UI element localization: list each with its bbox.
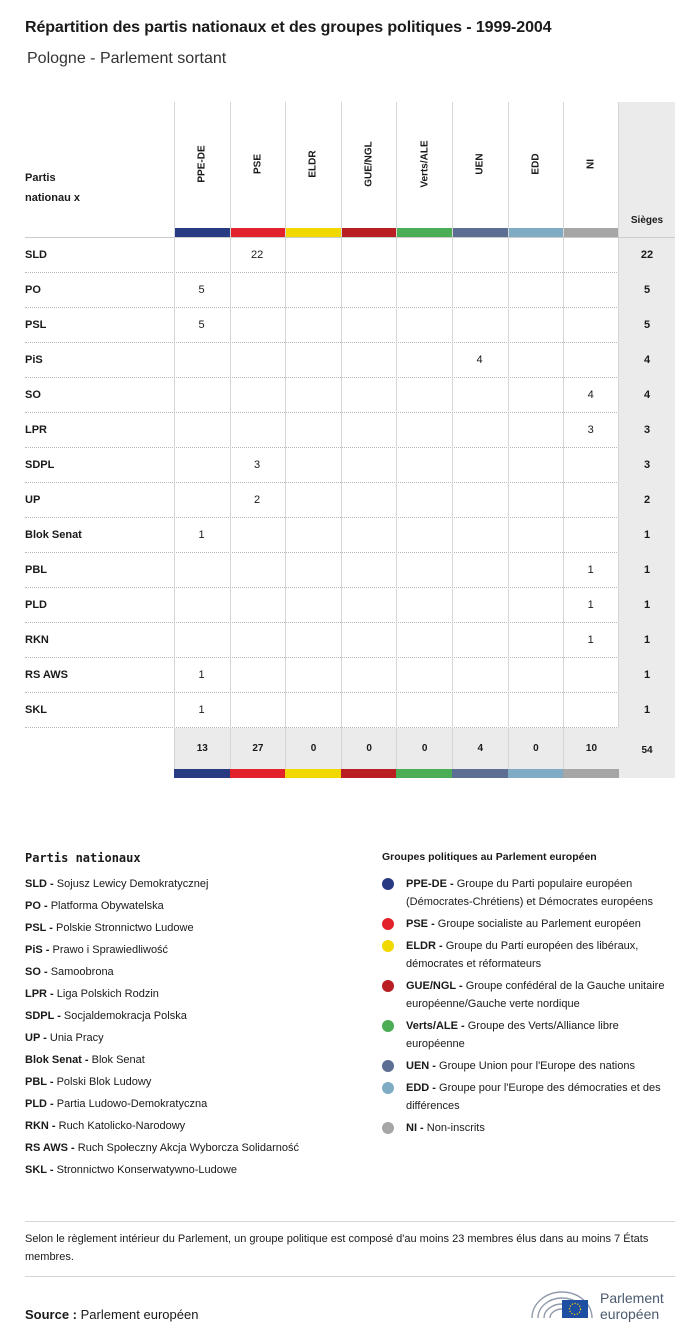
seat-count-cell: 3 xyxy=(587,424,594,436)
party-legend-item xyxy=(25,917,365,939)
seat-count-cell xyxy=(174,623,229,658)
seats-header-label: Sièges xyxy=(630,215,664,226)
seat-count-cell xyxy=(174,588,229,623)
group-color-bar xyxy=(563,769,619,778)
table-row xyxy=(25,343,675,378)
seat-count-cell xyxy=(508,518,563,553)
group-abbr: PPE-DE - xyxy=(406,878,454,890)
party-abbr: SLD - xyxy=(25,878,54,890)
seat-count-cell xyxy=(341,588,396,623)
group-column-header xyxy=(396,102,452,237)
party-abbr: Blok Senat - xyxy=(25,1054,89,1066)
group-abbr: EDD - xyxy=(406,1082,436,1094)
row-total-seats: 2 xyxy=(643,494,651,506)
seat-count-cell xyxy=(452,483,507,518)
party-legend-item xyxy=(25,1049,365,1071)
seat-count-cell xyxy=(230,623,285,658)
national-parties-heading: Partis nationaux xyxy=(25,851,141,865)
seat-count-cell xyxy=(452,658,507,693)
group-column-header xyxy=(230,102,286,237)
party-abbr: LPR - xyxy=(25,988,54,1000)
seat-count-cell xyxy=(508,483,563,518)
party-column-header: Partis nationau x xyxy=(25,172,81,204)
seat-count-cell xyxy=(285,553,340,588)
party-legend-item xyxy=(25,1159,365,1181)
party-abbr: PiS - xyxy=(25,944,50,956)
group-color-dot-icon xyxy=(382,1020,394,1032)
group-color-bar xyxy=(286,228,341,237)
seat-count-cell xyxy=(230,413,285,448)
seat-count-cell xyxy=(452,553,507,588)
party-name: LPR xyxy=(25,424,47,436)
group-header-label: Verts/ALE xyxy=(419,140,431,188)
group-total-cell: 0 xyxy=(285,728,341,769)
group-header-label: PPE-DE xyxy=(196,145,208,183)
table-row xyxy=(25,238,675,273)
seat-count-cell xyxy=(341,553,396,588)
table-body xyxy=(25,238,675,728)
seat-count-cell xyxy=(452,273,507,308)
party-full-name: Ruch Katolicko-Narodowy xyxy=(58,1120,186,1132)
seat-count-cell xyxy=(452,518,507,553)
group-abbr: PSE - xyxy=(406,918,435,930)
party-legend-item xyxy=(25,895,365,917)
party-full-name: Stronnictwo Konserwatywno-Ludowe xyxy=(56,1164,237,1176)
seat-count-cell xyxy=(341,693,396,728)
seat-count-cell xyxy=(452,693,507,728)
seat-count-cell xyxy=(285,378,340,413)
party-full-name: Polski Blok Ludowy xyxy=(56,1076,152,1088)
row-total-seats: 5 xyxy=(643,284,651,296)
group-column-header xyxy=(285,102,341,237)
seat-count-cell xyxy=(285,693,340,728)
row-total-seats: 1 xyxy=(643,529,651,541)
seat-count-cell xyxy=(508,308,563,343)
party-name: PBL xyxy=(25,564,47,576)
group-header-label: ELDR xyxy=(307,150,319,178)
party-legend-item xyxy=(25,1027,365,1049)
seat-count-cell xyxy=(174,448,229,483)
group-total-cell: 4 xyxy=(452,728,508,769)
row-total-seats: 4 xyxy=(643,389,651,401)
seat-count-cell xyxy=(285,483,340,518)
seat-count-cell xyxy=(508,413,563,448)
hemicycle-icon xyxy=(528,1284,596,1324)
row-total-seats: 3 xyxy=(643,459,651,471)
totals-row xyxy=(25,728,675,778)
group-full-name: Non-inscrits xyxy=(426,1122,485,1134)
group-legend-item xyxy=(382,1119,675,1137)
party-legend-item xyxy=(25,961,365,983)
logo-wordmark: Parlement européen xyxy=(600,1290,664,1322)
party-abbr: SO - xyxy=(25,966,48,978)
table-row xyxy=(25,588,675,623)
seat-count-cell xyxy=(341,413,396,448)
party-full-name: Polskie Stronnictwo Ludowe xyxy=(55,922,194,934)
party-full-name: Liga Polskich Rodzin xyxy=(56,988,159,1000)
seat-count-cell xyxy=(563,273,618,308)
party-name: PSL xyxy=(25,319,47,331)
party-full-name: Platforma Obywatelska xyxy=(50,900,164,912)
group-full-name: Groupe du Parti européen des libéraux, démocrates et réformateurs xyxy=(406,940,639,970)
seat-count-cell xyxy=(396,693,451,728)
seat-count-cell: 5 xyxy=(198,319,205,331)
seat-count-cell xyxy=(341,378,396,413)
group-header-label: UEN xyxy=(474,153,486,175)
party-name: PLD xyxy=(25,599,47,611)
party-legend-item xyxy=(25,873,365,895)
group-full-name: Groupe du Parti populaire européen (Démocrates-Chrétiens) et Démocrates européens xyxy=(406,878,653,908)
seat-count-cell xyxy=(396,483,451,518)
group-full-name: Groupe Union pour l'Europe des nations xyxy=(439,1060,635,1072)
party-abbr: PLD - xyxy=(25,1098,54,1110)
group-color-bar xyxy=(509,228,564,237)
group-legend-item xyxy=(382,977,675,1013)
row-total-seats: 1 xyxy=(643,669,651,681)
row-total-seats: 4 xyxy=(643,354,651,366)
seat-count-cell xyxy=(341,658,396,693)
party-full-name: Blok Senat xyxy=(91,1054,145,1066)
seat-count-cell xyxy=(285,273,340,308)
table-row xyxy=(25,308,675,343)
party-legend-item xyxy=(25,983,365,1005)
seat-count-cell xyxy=(341,623,396,658)
seat-count-cell: 5 xyxy=(198,284,205,296)
seat-count-cell xyxy=(396,378,451,413)
seat-count-cell xyxy=(563,343,618,378)
party-full-name: Partia Ludowo-Demokratyczna xyxy=(56,1098,208,1110)
row-total-seats: 3 xyxy=(643,424,651,436)
party-legend-item xyxy=(25,1005,365,1027)
seat-count-cell xyxy=(341,343,396,378)
seat-count-cell xyxy=(174,483,229,518)
seat-count-cell xyxy=(285,343,340,378)
party-legend-item xyxy=(25,1093,365,1115)
group-legend-item xyxy=(382,1017,675,1053)
seat-count-cell xyxy=(341,448,396,483)
groups-legend xyxy=(382,851,675,1141)
seat-count-cell xyxy=(285,308,340,343)
group-column-header xyxy=(341,102,397,237)
seat-count-cell xyxy=(508,378,563,413)
seat-count-cell xyxy=(396,588,451,623)
seat-count-cell xyxy=(563,483,618,518)
seat-count-cell xyxy=(396,273,451,308)
seat-count-cell xyxy=(452,448,507,483)
group-color-dot-icon xyxy=(382,918,394,930)
seat-count-cell xyxy=(452,238,507,273)
group-abbr: Verts/ALE - xyxy=(406,1020,465,1032)
group-color-dot-icon xyxy=(382,1122,394,1134)
seat-count-cell: 1 xyxy=(198,704,205,716)
source-line xyxy=(25,1307,198,1322)
group-abbr: ELDR - xyxy=(406,940,443,952)
party-name: PiS xyxy=(25,354,43,366)
footnote: Selon le règlement intérieur du Parlement, un groupe politique est composé d'au moins 23 membres élus dans au moins 7 États membres. xyxy=(25,1221,675,1277)
group-legend-item xyxy=(382,1057,675,1075)
group-total-cell: 0 xyxy=(396,728,452,769)
seat-count-cell xyxy=(396,238,451,273)
european-parliament-logo xyxy=(528,1284,678,1324)
seat-count-cell xyxy=(508,273,563,308)
seat-count-cell xyxy=(396,658,451,693)
seat-count-cell xyxy=(230,553,285,588)
group-color-dot-icon xyxy=(382,940,394,952)
row-total-seats: 5 xyxy=(643,319,651,331)
party-abbr: SKL - xyxy=(25,1164,54,1176)
national-parties-legend xyxy=(25,851,365,1181)
table-row xyxy=(25,658,675,693)
group-total-cell: 0 xyxy=(508,728,564,769)
group-full-name: Groupe pour l'Europe des démocraties et des différences xyxy=(406,1082,661,1112)
seat-count-cell xyxy=(508,693,563,728)
group-header-label: NI xyxy=(585,159,597,169)
seat-count-cell xyxy=(174,378,229,413)
table-row xyxy=(25,518,675,553)
seat-count-cell xyxy=(341,308,396,343)
group-column-header xyxy=(452,102,508,237)
page-subtitle: Pologne - Parlement sortant xyxy=(27,50,227,67)
seat-count-cell xyxy=(563,238,618,273)
table-row xyxy=(25,413,675,448)
seat-count-cell xyxy=(452,623,507,658)
table-row xyxy=(25,273,675,308)
party-abbr: PSL - xyxy=(25,922,53,934)
group-color-bar xyxy=(397,228,452,237)
grand-total-seats: 54 xyxy=(619,728,675,778)
group-color-dot-icon xyxy=(382,980,394,992)
seat-count-cell xyxy=(563,658,618,693)
seat-count-cell xyxy=(285,238,340,273)
seat-count-cell xyxy=(563,308,618,343)
source-label: Source : xyxy=(25,1307,78,1322)
seat-count-cell xyxy=(396,448,451,483)
group-legend-item xyxy=(382,915,675,933)
group-color-dot-icon xyxy=(382,1082,394,1094)
seat-count-cell xyxy=(452,413,507,448)
group-header-label: EDD xyxy=(530,153,542,175)
seat-count-cell xyxy=(508,448,563,483)
seat-count-cell xyxy=(230,658,285,693)
seat-count-cell xyxy=(230,343,285,378)
seat-count-cell xyxy=(285,588,340,623)
party-full-name: Socjaldemokracja Polska xyxy=(63,1010,187,1022)
party-full-name: Unia Pracy xyxy=(49,1032,104,1044)
group-header-label: PSE xyxy=(252,153,264,175)
group-color-bar xyxy=(341,769,397,778)
seat-count-cell xyxy=(230,693,285,728)
row-total-seats: 22 xyxy=(640,249,654,261)
group-color-bar xyxy=(452,769,508,778)
table-row xyxy=(25,693,675,728)
seat-count-cell: 22 xyxy=(250,249,264,261)
row-total-seats: 1 xyxy=(643,704,651,716)
seat-count-cell xyxy=(230,588,285,623)
seat-count-cell xyxy=(563,518,618,553)
party-full-name: Ruch Społeczny Akcja Wyborcza Solidarność xyxy=(77,1142,300,1154)
party-abbr: UP - xyxy=(25,1032,47,1044)
group-color-bar xyxy=(231,228,286,237)
table-row xyxy=(25,553,675,588)
party-name: PO xyxy=(25,284,41,296)
group-header-label: GUE/NGL xyxy=(363,141,375,187)
seat-count-cell xyxy=(452,308,507,343)
seat-count-cell: 3 xyxy=(254,459,261,471)
group-legend-item xyxy=(382,937,675,973)
party-full-name: Samoobrona xyxy=(50,966,114,978)
seat-count-cell: 2 xyxy=(254,494,261,506)
party-name: UP xyxy=(25,494,41,506)
group-total-cell: 13 xyxy=(174,728,230,769)
party-name: RKN xyxy=(25,634,49,646)
seat-count-cell xyxy=(285,658,340,693)
seat-count-cell: 1 xyxy=(198,529,205,541)
group-legend-item xyxy=(382,875,675,911)
group-abbr: NI - xyxy=(406,1122,424,1134)
seat-count-cell xyxy=(174,413,229,448)
party-full-name: Sojusz Lewicy Demokratycznej xyxy=(56,878,209,890)
group-total-cell: 27 xyxy=(230,728,286,769)
table-row xyxy=(25,623,675,658)
group-color-dot-icon xyxy=(382,878,394,890)
party-abbr: SDPL - xyxy=(25,1010,61,1022)
seat-count-cell: 1 xyxy=(587,634,594,646)
seat-count-cell: 1 xyxy=(587,564,594,576)
seat-count-cell xyxy=(396,308,451,343)
seat-count-cell xyxy=(508,658,563,693)
seat-count-cell xyxy=(230,308,285,343)
seat-count-cell xyxy=(341,518,396,553)
seat-count-cell xyxy=(396,553,451,588)
seat-count-cell xyxy=(563,693,618,728)
group-column-header xyxy=(563,102,619,237)
group-color-bar xyxy=(453,228,508,237)
group-color-bar xyxy=(175,228,230,237)
group-color-bar xyxy=(564,228,618,237)
group-color-bar xyxy=(174,769,230,778)
party-legend-item xyxy=(25,939,365,961)
party-name: SKL xyxy=(25,704,47,716)
seat-count-cell xyxy=(285,623,340,658)
group-abbr: GUE/NGL - xyxy=(406,980,463,992)
party-full-name: Prawo i Sprawiedliwość xyxy=(52,944,169,956)
seat-count-cell: 1 xyxy=(587,599,594,611)
group-column-header xyxy=(174,102,230,237)
seat-count-cell xyxy=(508,623,563,658)
row-total-seats: 1 xyxy=(643,634,651,646)
table-row xyxy=(25,483,675,518)
seat-count-cell xyxy=(230,378,285,413)
seat-count-cell xyxy=(452,588,507,623)
table-row xyxy=(25,448,675,483)
seat-count-cell xyxy=(174,343,229,378)
group-color-bar xyxy=(285,769,341,778)
seat-count-cell xyxy=(230,518,285,553)
party-abbr: RS AWS - xyxy=(25,1142,75,1154)
party-legend-item xyxy=(25,1071,365,1093)
seat-count-cell: 1 xyxy=(198,669,205,681)
group-full-name: Groupe socialiste au Parlement européen xyxy=(437,918,641,930)
group-total-cell: 0 xyxy=(341,728,397,769)
seat-count-cell xyxy=(508,588,563,623)
seat-count-cell xyxy=(341,238,396,273)
seat-count-cell xyxy=(452,378,507,413)
seat-count-cell xyxy=(341,483,396,518)
group-full-name: Groupe confédéral de la Gauche unitaire européenne/Gauche verte nordique xyxy=(406,980,665,1010)
party-legend-item xyxy=(25,1137,365,1159)
seat-count-cell xyxy=(563,448,618,483)
seat-count-cell xyxy=(230,273,285,308)
seat-count-cell: 4 xyxy=(587,389,594,401)
seat-count-cell xyxy=(396,518,451,553)
groups-heading: Groupes politiques au Parlement européen xyxy=(382,851,597,863)
seat-count-cell xyxy=(285,413,340,448)
row-total-seats: 1 xyxy=(643,599,651,611)
group-color-bar xyxy=(396,769,452,778)
party-legend-item xyxy=(25,1115,365,1137)
seat-count-cell xyxy=(508,553,563,588)
row-total-seats: 1 xyxy=(643,564,651,576)
party-name: RS AWS xyxy=(25,669,68,681)
seat-distribution-table xyxy=(25,102,675,778)
group-abbr: UEN - xyxy=(406,1060,436,1072)
group-full-name: Groupe des Verts/Alliance libre européenne xyxy=(406,1020,619,1050)
party-name: SDPL xyxy=(25,459,55,471)
group-color-bar xyxy=(230,769,286,778)
seat-count-cell xyxy=(285,448,340,483)
seats-column-header xyxy=(619,102,675,237)
seat-count-cell xyxy=(508,238,563,273)
seat-count-cell xyxy=(341,273,396,308)
table-row xyxy=(25,378,675,413)
group-total-cell: 10 xyxy=(563,728,619,769)
seat-count-cell xyxy=(285,518,340,553)
seat-count-cell xyxy=(174,238,229,273)
party-name: SO xyxy=(25,389,41,401)
party-name: Blok Senat xyxy=(25,529,82,541)
party-name: SLD xyxy=(25,249,47,261)
page-title: Répartition des partis nationaux et des groupes politiques - 1999-2004 xyxy=(25,19,552,36)
group-column-header xyxy=(508,102,564,237)
source-value: Parlement européen xyxy=(80,1307,199,1322)
party-abbr: PO - xyxy=(25,900,48,912)
seat-count-cell xyxy=(396,413,451,448)
seat-count-cell: 4 xyxy=(476,354,483,366)
seat-count-cell xyxy=(396,343,451,378)
seat-count-cell xyxy=(508,343,563,378)
group-legend-item xyxy=(382,1079,675,1115)
seat-count-cell xyxy=(396,623,451,658)
party-abbr: RKN - xyxy=(25,1120,56,1132)
group-color-dot-icon xyxy=(382,1060,394,1072)
group-color-bar xyxy=(342,228,397,237)
table-header xyxy=(25,102,675,238)
party-abbr: PBL - xyxy=(25,1076,54,1088)
seat-count-cell xyxy=(174,553,229,588)
group-color-bar xyxy=(508,769,564,778)
